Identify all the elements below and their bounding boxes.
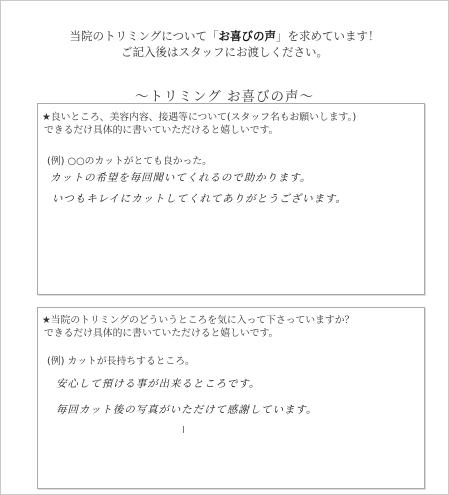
feedback-box-favorite-points <box>37 307 425 489</box>
intro-line-1-end: 」を求めています！ <box>276 29 380 43</box>
handwritten-answer-2-line-1: 安心して預ける事が出来るところです。 <box>56 378 261 390</box>
intro-highlight: お喜びの声 <box>218 29 277 43</box>
feedback-box-good-points <box>37 103 425 295</box>
example-1: (例) ○○のカットがとても良かった。 <box>47 156 212 167</box>
question-2-line-2: できるだけ具体的に書いていただけると嬉しいです。 <box>44 328 279 339</box>
example-2: (例) カットが長持ちするところ。 <box>47 356 195 367</box>
pen-mark <box>183 426 184 433</box>
handwritten-answer-1-line-1: カットの希望を毎回聞いてくれるので助かります。 <box>50 172 312 184</box>
question-1-line-2: できるだけ具体的に書いていただけると嬉しいです。 <box>44 125 279 136</box>
intro-line-1-start: 当院のトリミングについて「 <box>69 29 219 43</box>
intro-line-1 <box>1 28 448 44</box>
intro-line-2: ご記入後はスタッフにお渡しください。 <box>121 45 328 59</box>
page-title: 〜トリミング お喜びの声〜 <box>134 89 315 105</box>
handwritten-answer-1-line-2: いつもキレイにカットしてくれてありがとうございます。 <box>52 193 347 205</box>
question-2-line-1: ★当院のトリミングのどういうところを気に入って下さっていますか？ <box>42 315 355 326</box>
handwritten-answer-2-line-2: 毎回カット後の写真がいただけて感謝しています。 <box>56 404 318 416</box>
question-1-line-1: ★良いところ、美容内容、接遇等について(スタッフ名もお願いします。) <box>42 112 357 123</box>
intro-text <box>1 28 448 60</box>
